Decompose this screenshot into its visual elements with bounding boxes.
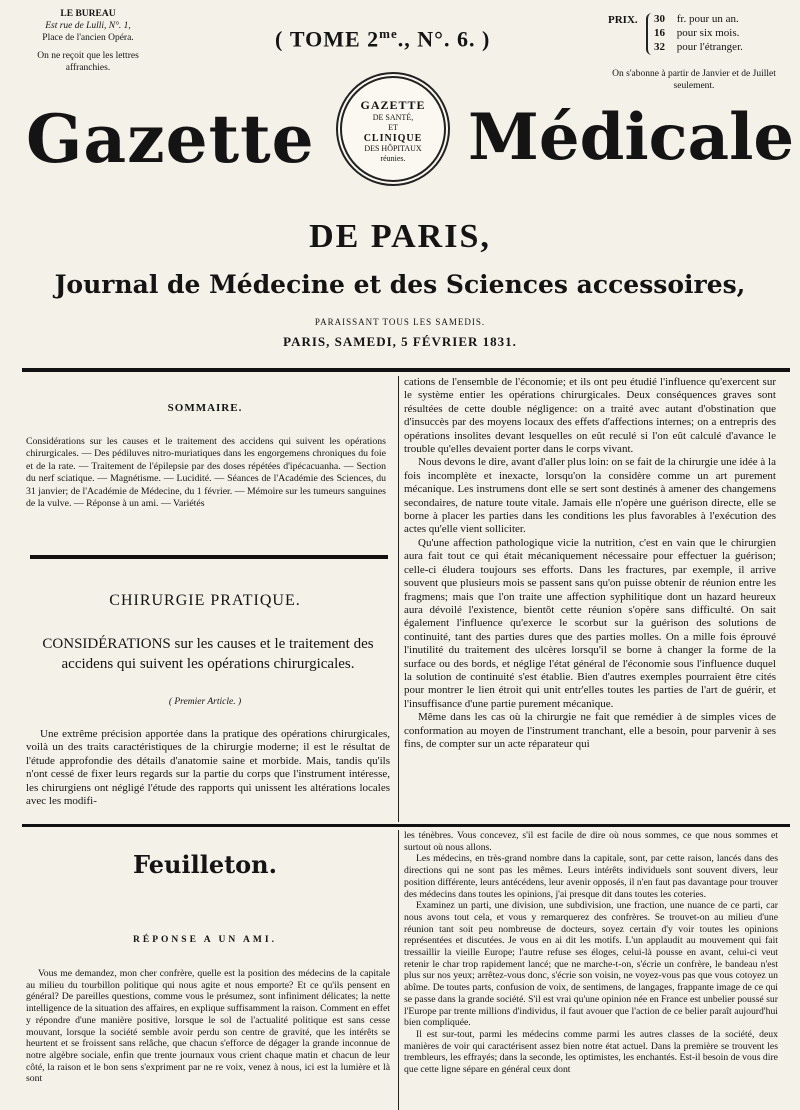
price-term: fr. pour un an. [676, 13, 739, 25]
title-gazette: Gazette [26, 100, 315, 178]
paragraph: Qu'une affection pathologique vicie la nutrition, c'est en vain que le chirurgien aura fait tout ce qui était mécaniquement nécessaire pour effectuer la guérison; celle-ci éludera toujours ses efforts. Dans les fractures, par exemple, il arrive souvent que plusieurs mois se passent sans qu'on puisse obtenir de réunion entre les fragmens; mais que l'on traite une affection syphilitique dont un hazard heureux aura dévoilé l'existence, bientôt cette réunion s'opère sans difficulté. On sait également l'influence qu'exerce le scorbut sur la guérison des solutions de continuité, tant des parties dures que des parties molles. On a mille fois éprouvé l'inutilité du traitement des ulcères lorsqu'il se borne à changer la forme de la surface ou des bords, et néglige l'état général de l'économie sous l'influence duquel la solution de continuité s'est établie. Bien d'autres exemples pourraient être cités pour montrer le lien étroit qui unit entr'elles toutes les parties de l'art de guérir, et l'insuffisance d'une partie purement mécanique. [404, 536, 776, 710]
publication-frequency: PARAISSANT TOUS LES SAMEDIS. [314, 317, 486, 327]
price-row [654, 26, 743, 40]
issue-date: PARIS, SAMEDI, 5 FÉVRIER 1831. [283, 334, 517, 349]
feuilleton-heading: Feuilleton. [133, 850, 277, 879]
paragraph: cations de l'ensemble de l'économie; et ils ont peu étudié l'influence qu'exercent sur le système entier les opérations chirurgicales. Deux conséquences graves sont résultées de cette double négligence: on a traité avec autant d'obstination que d'insuccès par des moyens locaux des effets d'affections internes; on a entrepris des opérations insolites devant lesquelles on eût reculé si l'on eût calculé d'avance le trouble qu'elles devaient porter dans le corps vivant. [404, 376, 776, 456]
article-left-column [26, 728, 390, 808]
paragraph: Une extrême précision apportée dans la pratique des opérations chirurgicales, voilà un des traits caractéristiques de la chirurgie moderne; il est le résultat de l'étude approfondie des détails d'anatomie saine et morbide. Mais, tandis qu'ils n'ont cessé de fixer leurs regards sur la partie du corps que l'instrument intéresse, les chirurgiens ont négligé l'étude des rapports qui unissent les altérations locales avec les modifi- [26, 728, 390, 808]
article-subtitle: ( Premier Article. ) [168, 697, 242, 707]
journal-subtitle: Journal de Médecine et des Sciences accessoires, [54, 270, 746, 299]
feuilleton-title: RÉPONSE A UN AMI. [133, 935, 277, 945]
price-amount: 32 [654, 41, 665, 53]
price-amount: 30 [654, 13, 665, 25]
section-rule [30, 555, 388, 559]
feuilleton-column-divider [398, 830, 399, 1110]
paragraph: Même dans les cas où la chirurgie ne fait que remédier à de simples vices de conformation au moyen de l'instrument tranchant, elle a besoin, pour parvenir à ses fins, de compter sur un acte réparateur qui [404, 711, 776, 750]
feuilleton-rule [22, 824, 790, 827]
sommaire-heading: SOMMAIRE. [167, 402, 243, 414]
seal-line: CLINIQUE [363, 133, 423, 144]
price-label: PRIX. [608, 14, 638, 26]
tome-sup: me [379, 26, 398, 41]
paragraph: Les médecins, en très-grand nombre dans la capitale, sont, par cette raison, lancés dans des directions qui ne sont pas les mêmes. Leurs intérêts individuels sont souvent divers, leur position différente, leurs antécédens, leur avenir opposés, il n'en faut pas davantage pour trouver des médecins dans toutes les opinions, j'ai presque dit dans toutes les coteries. [404, 853, 778, 900]
bureau-address: Est rue de Lulli, N°. 1, [45, 21, 131, 31]
bureau-note: On ne reçoit que les lettres affranchies. [37, 51, 139, 73]
paragraph: Vous me demandez, mon cher confrère, quelle est la position des médecins de la capitale au milieu du tourbillon politique qui nous agite et nous emporte? Et ce qu'ils pensent en général? De pareilles questions, comme vous le présumez, sont infiniment délicates; la nette intelligence de la situation des affaires, en explique suffisamment la raison. Comment en effet y répondre d'une manière positive, lorsque le sol de l'actualité politique est sans cesse mouvant, lorsque la société semble avoir perdu son centre de gravité, que les intérêts se heurtent et se froissent sans relâche, que chacun s'efforce de dégager la grande inconnue de notre algèbre sociale, enfin que trente journaux vous crient chaque matin et chacun de leur côté, la raison et le bon sens s'expriment par ne re voix, venez à nous, ici est la lumière et là sont [26, 968, 390, 1085]
feuilleton-left-column [26, 968, 390, 1085]
tome-label: TOME 2 [289, 26, 380, 52]
price-term: pour l'étranger. [676, 41, 743, 53]
sommaire-text: Considérations sur les causes et le traitement des accidens qui suivent les opérations chirurgicales. — Des pédiluves nitro-muriatiques dans les engorgemens chroniques du foie et de la rate. — Traitement de l'épilepsie par des doses répétées d'ipécacuanha. — Section du nerf sciatique. — Magnétisme. — Lucidité. — Séances de l'Académie des Sciences, du 31 janvier; de l'Académie de Médecine, du 1 février. — Mémoire sur les tumeurs sanguines de la vulve. — Réponse à un ami. — Variétés [26, 436, 386, 510]
subscription-note: On s'abonne à partir de Janvier et de Juillet seulement. [612, 69, 776, 91]
bureau-block [18, 8, 158, 74]
section-heading: CHIRURGIE PRATIQUE. [109, 592, 301, 609]
bureau-title: LE BUREAU [60, 9, 116, 19]
price-term: pour six mois. [676, 27, 740, 39]
article-right-column [404, 376, 776, 751]
seal-line: GAZETTE [360, 98, 426, 112]
title-medicale: Médicale [468, 100, 795, 175]
price-row [654, 40, 743, 54]
article-title: CONSIDÉRATIONS sur les causes et le traitement des accidens qui suivent les opérations chirurgicales. [42, 636, 374, 672]
issue-number: ., N°. 6. [397, 26, 476, 52]
feuilleton-right-column [404, 830, 778, 1076]
paragraph: Il est sur-tout, parmi les médecins comme parmi les autres classes de la société, deux manières de voir qui caractérisent assez bien notre état actuel. Dans la première se trouvent les trembleurs, les effrayés; dans la seconde, les optimistes, les enchantés. Est-il besoin de vous dire que cette ligne sépare en général ceux dont [404, 1028, 778, 1076]
title-de-paris: DE PARIS, [309, 218, 491, 255]
seal-line: DE SANTÉ, [372, 113, 414, 122]
masthead-rule [22, 368, 790, 372]
price-list [654, 12, 743, 54]
price-amount: 16 [654, 27, 665, 39]
seal-line: DES HÔPITAUX [364, 144, 422, 153]
column-divider [398, 376, 399, 822]
bureau-place: Place de l'ancien Opéra. [42, 33, 134, 43]
paragraph: les ténèbres. Vous concevez, s'il est facile de dire où nous sommes, ce que nous sommes et surtout où nous allons. [404, 830, 778, 853]
seal-line: réunies. [380, 154, 406, 163]
paragraph: Nous devons le dire, avant d'aller plus loin: on se fait de la chirurgie une idée à la fois incomplète et inexacte, lorsqu'on la considère comme un art purement mécanique. Les instrumens dont elle se sert sont destinés à amener des changemens secondaires, de nature toute vitale. Jamais elle n'opère une guérison directe, elle se borne à placer les parties dans les conditions les plus favorables à l'exécution des actes qu'elle vient solliciter. [404, 456, 776, 536]
tome-number: ( TOME $2^{me}$., N°. 6. ) [275, 26, 491, 52]
paragraph: Examinez un parti, une division, une subdivision, une fraction, une nuance de ce parti, car nous avons tout cela, et vous y remarquerez des confrères. Se trouvet-on au milieu d'une réunion tant soit peu nombreuse de docteurs, soyez certain d'y voir toutes les opinions représentées et discutées. Je vous en ai dit les motifs. L'un applaudit au mouvement qui fait tressaillir la vieille Europe; l'autre refuse ses éloges, celui-là pousse en avant, celui-ci veut retenir le char trop rapidement lancé; que ne marche-t-on, s'écrie un confrère, le bandeau n'est plus sur nos yeux; arrêtez-vous donc, s'écrie son voisin, ne voyez-vous pas que vous cotoyez un abîme. De toutes parts, confusion de voix, de sentimens, de langages, frappante image de ce qui se passe dans la grande société. S'il est vrai qu'une opinion née en France est unbelier poussé sur l'Europe par trente millions d'individus, il faut avouer que l'action de ce belier paraît aujourd'hui bien compliquée. [404, 900, 778, 1029]
journal-seal [336, 72, 450, 186]
seal-line: ET [388, 123, 398, 132]
price-row [654, 12, 743, 26]
